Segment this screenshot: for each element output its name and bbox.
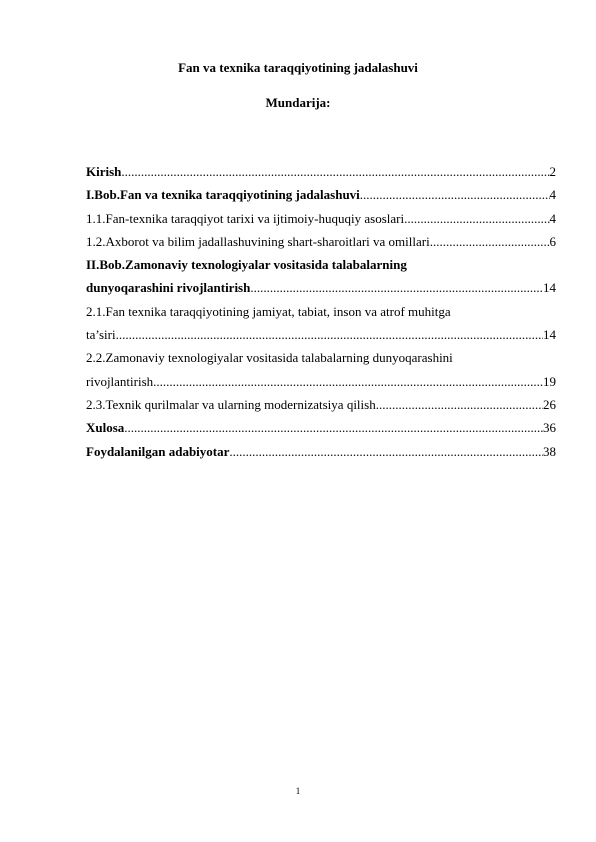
toc-leader-dots (121, 160, 549, 183)
toc-leader-dots (116, 323, 543, 346)
toc-entry-page: 36 (543, 420, 556, 436)
toc-entry-chapter-1 (86, 183, 556, 206)
toc-entry-page: 26 (543, 396, 556, 412)
toc-entry-kirish (86, 160, 556, 183)
toc-entry-page: 38 (543, 443, 556, 459)
toc-entry-title: 1.2.Axborot va bilim jadallashuvining shart-sharoitlari va omillari (86, 233, 430, 249)
toc-entry-page: 4 (549, 210, 556, 226)
page-number: 1 (295, 786, 301, 796)
toc-entry-title: Foydalanilgan adabiyotar (86, 443, 230, 459)
toc-entry-section-2-2 (86, 370, 556, 393)
table-of-contents (86, 160, 556, 463)
toc-entry-xulosa (86, 416, 556, 439)
toc-heading: Mundarija: (265, 95, 331, 110)
toc-leader-dots (153, 370, 543, 393)
toc-entry-page: 4 (549, 187, 556, 203)
toc-entry-references (86, 440, 556, 463)
toc-entry-page: 2 (549, 164, 556, 179)
toc-entry-page: 6 (549, 233, 556, 249)
toc-entry-title: 2.3.Texnik qurilmalar va ularning modernizatsiya qilish (86, 396, 376, 412)
toc-entry-title: Kirish (86, 164, 122, 179)
toc-entry-section-1-2 (86, 230, 556, 253)
toc-entry-chapter-2-line1: II.Bob.Zamonaviy texnologiyalar vositasida talabalarning (86, 257, 407, 273)
toc-entry-section-2-1-line1: 2.1.Fan texnika taraqqiyotining jamiyat, tabiat, inson va atrof muhitga (86, 303, 451, 319)
toc-leader-dots (360, 183, 550, 206)
toc-entry-page: 14 (543, 327, 556, 343)
document-title: Fan va texnika taraqqiyotining jadalashuvi (178, 60, 418, 75)
toc-leader-dots (250, 276, 543, 299)
toc-leader-dots (376, 393, 543, 416)
toc-entry-title: I.Bob.Fan va texnika taraqqiyotining jadalashuvi (86, 187, 360, 203)
toc-leader-dots (229, 440, 543, 463)
toc-entry-title: 1.1.Fan-texnika taraqqiyot tarixi va ijtimoiy-huquqiy asoslari (86, 210, 405, 226)
toc-entry-title: dunyoqarashini rivojlantirish (86, 280, 251, 296)
toc-entry-section-2-2-line1: 2.2.Zamonaviy texnologiyalar vositasida talabalarning dunyoqarashini (86, 350, 453, 366)
toc-entry-title: ta’siri (86, 327, 116, 343)
toc-entry-section-2-3 (86, 393, 556, 416)
toc-leader-dots (430, 230, 550, 253)
toc-entry-page: 19 (543, 373, 556, 389)
toc-entry-title: Xulosa (86, 420, 125, 436)
toc-entry-section-2-1 (86, 323, 556, 346)
toc-entry-section-1-1 (86, 207, 556, 230)
toc-leader-dots (124, 416, 543, 439)
toc-leader-dots (404, 207, 549, 230)
toc-entry-chapter-2 (86, 276, 556, 299)
toc-entry-title: rivojlantirish (86, 373, 154, 389)
toc-entry-page: 14 (543, 280, 556, 296)
